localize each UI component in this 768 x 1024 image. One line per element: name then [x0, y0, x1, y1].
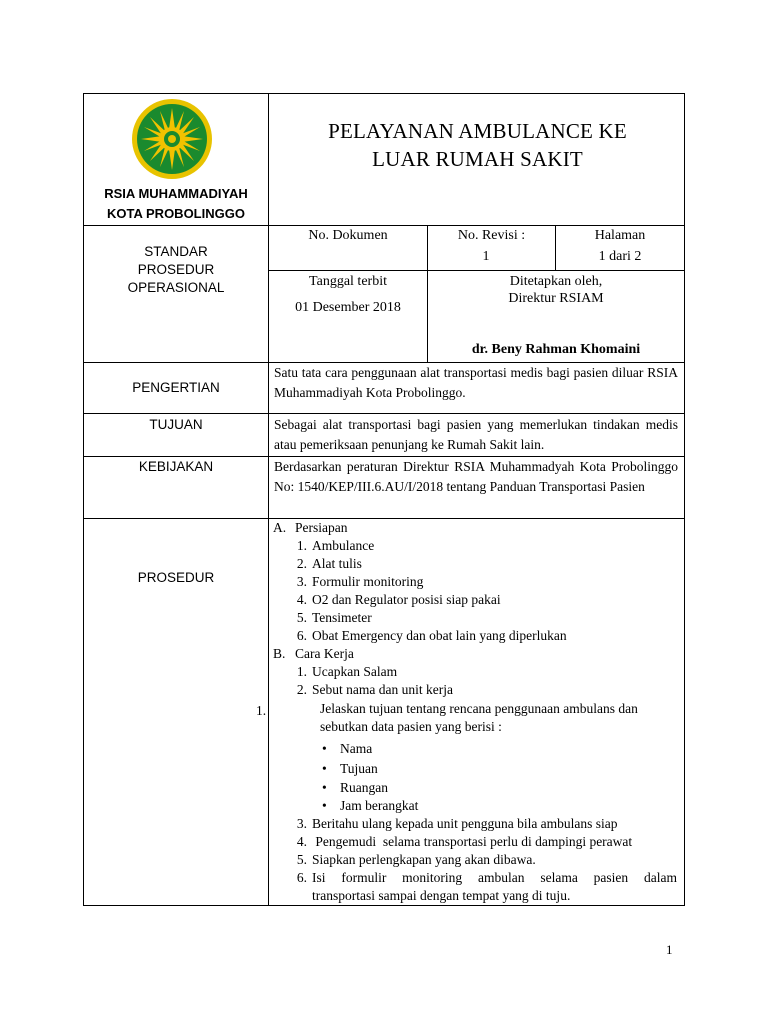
- institution-line-1: RSIA MUHAMMADIYAH: [104, 186, 248, 201]
- approved-by-label: Ditetapkan oleh,: [509, 274, 603, 289]
- a-item-1: Ambulance: [312, 538, 375, 553]
- bullet-jam: Jam berangkat: [340, 798, 419, 813]
- a-item-3: Formulir monitoring: [312, 574, 424, 589]
- list-item: 2. Sebut nama dan unit kerja: [296, 682, 453, 697]
- institution-line-2: KOTA PROBOLINGGO: [107, 206, 245, 221]
- row-divider-header: [83, 225, 685, 226]
- hospital-logo: [130, 94, 214, 182]
- section-a-marker: A.: [273, 520, 287, 535]
- list-item: 4. Pengemudi selama transportasi perlu di dampingi perawat: [296, 834, 633, 849]
- bullet-item: [322, 779, 388, 797]
- explain-line-2: sebutkan data pasien yang berisi :: [320, 719, 502, 734]
- sop-label: STANDAR PROSEDUR OPERASIONAL: [127, 244, 225, 295]
- pengertian-text: Satu tata cara penggunaan alat transportasi medis bagi pasien diluar RSIA Muhammadiyah Kota Probolinggo.: [274, 365, 678, 400]
- b-item-6-line-1: Isi formulir monitoring ambulan selama pasien dalam: [312, 870, 677, 885]
- bullet-icon: •: [322, 798, 327, 813]
- list-item: 5. Tensimeter: [296, 610, 372, 625]
- kebijakan-text: Berdasarkan peraturan Direktur RSIA Muhammadyah Kota Probolinggo No: 1540/KEP/III.6.AU/I/2018 tentang Panduan Transportasi Pasien: [274, 459, 678, 494]
- institution-name: [84, 184, 268, 224]
- revision-value: 1: [482, 249, 490, 264]
- b-item-1: Ucapkan Salam: [312, 664, 398, 679]
- bullet-icon: •: [322, 780, 327, 795]
- issue-date-value: 01 Desember 2018: [295, 300, 401, 315]
- doc-number-label: No. Dokumen: [308, 228, 388, 243]
- list-item: 5. Siapkan perlengkapan yang akan dibawa.: [296, 852, 536, 867]
- b-item-4: Pengemudi selama transportasi perlu di dampingi perawat: [312, 834, 633, 849]
- bullet-tujuan: Tujuan: [340, 761, 378, 776]
- approved-by-name: dr. Beny Rahman Khomaini: [471, 342, 641, 357]
- a-item-6: Obat Emergency dan obat lain yang diperlukan: [312, 628, 567, 643]
- approved-by-role: Direktur RSIAM: [508, 291, 604, 306]
- prosedur-label: PROSEDUR: [137, 570, 215, 585]
- revision-label: No. Revisi :: [457, 228, 526, 243]
- hospital-logo-icon: [130, 94, 214, 182]
- row-divider-pengertian: [83, 413, 685, 414]
- pengertian-label: PENGERTIAN: [132, 380, 220, 395]
- list-item: 3. Beritahu ulang kepada unit pengguna bila ambulans siap: [296, 816, 618, 831]
- bullet-icon: •: [322, 761, 327, 776]
- bullet-item: [322, 797, 418, 815]
- table-border-right: [684, 93, 685, 906]
- bullet-item: [322, 760, 378, 778]
- list-item: 3. Formulir monitoring: [296, 574, 424, 589]
- b-item-5: Siapkan perlengkapan yang akan dibawa.: [312, 852, 536, 867]
- tujuan-text: Sebagai alat transportasi bagi pasien yang memerlukan tindakan medis atau pemeriksaan penunjang ke Rumah Sakit lain.: [274, 417, 678, 452]
- bullet-nama: Nama: [340, 741, 373, 756]
- a-item-5: Tensimeter: [312, 610, 372, 625]
- section-b-heading: [273, 645, 354, 663]
- stray-list-marker: 1.: [256, 703, 267, 718]
- column-divider: [268, 93, 269, 906]
- b-item-3: Beritahu ulang kepada unit pengguna bila ambulans siap: [312, 816, 618, 831]
- issue-date-label: Tanggal terbit: [309, 274, 387, 289]
- bullet-icon: •: [322, 741, 327, 756]
- table-border-bottom: [83, 905, 685, 906]
- explain-line-1: Jelaskan tujuan tentang rencana penggunaan ambulans dan: [320, 701, 638, 716]
- section-a-heading: [273, 519, 347, 537]
- row-divider-kebijakan: [83, 518, 685, 519]
- section-b-title: Cara Kerja: [295, 646, 354, 661]
- bullet-item: [322, 740, 372, 758]
- list-item: 6. Obat Emergency dan obat lain yang diperlukan: [296, 628, 567, 643]
- page-number: 1: [666, 942, 673, 957]
- section-b-marker: B.: [273, 646, 286, 661]
- document-title: PELAYANAN AMBULANCE KE LUAR RUMAH SAKIT: [328, 119, 627, 171]
- row-divider-meta-mid: [268, 270, 685, 271]
- list-item: 4. O2 dan Regulator posisi siap pakai: [296, 592, 501, 607]
- a-item-2: Alat tulis: [312, 556, 362, 571]
- b-item-2: Sebut nama dan unit kerja: [312, 682, 453, 697]
- section-a-title: Persiapan: [295, 520, 348, 535]
- page-label: Halaman: [594, 228, 646, 243]
- list-item: 6. Isi formulir monitoring ambulan selama pasien dalam: [296, 870, 677, 885]
- b-item-6-line-2: transportasi sampai dengan tempat yang di tuju.: [312, 888, 571, 903]
- list-item: 2. Alat tulis: [296, 556, 362, 571]
- list-item: 1. Ucapkan Salam: [296, 664, 398, 679]
- bullet-ruangan: Ruangan: [340, 780, 388, 795]
- tujuan-label: TUJUAN: [149, 417, 203, 432]
- list-item: 1. Ambulance: [296, 538, 375, 553]
- page-value: 1 dari 2: [598, 249, 642, 264]
- a-item-4: O2 dan Regulator posisi siap pakai: [312, 592, 501, 607]
- kebijakan-label: KEBIJAKAN: [138, 459, 214, 474]
